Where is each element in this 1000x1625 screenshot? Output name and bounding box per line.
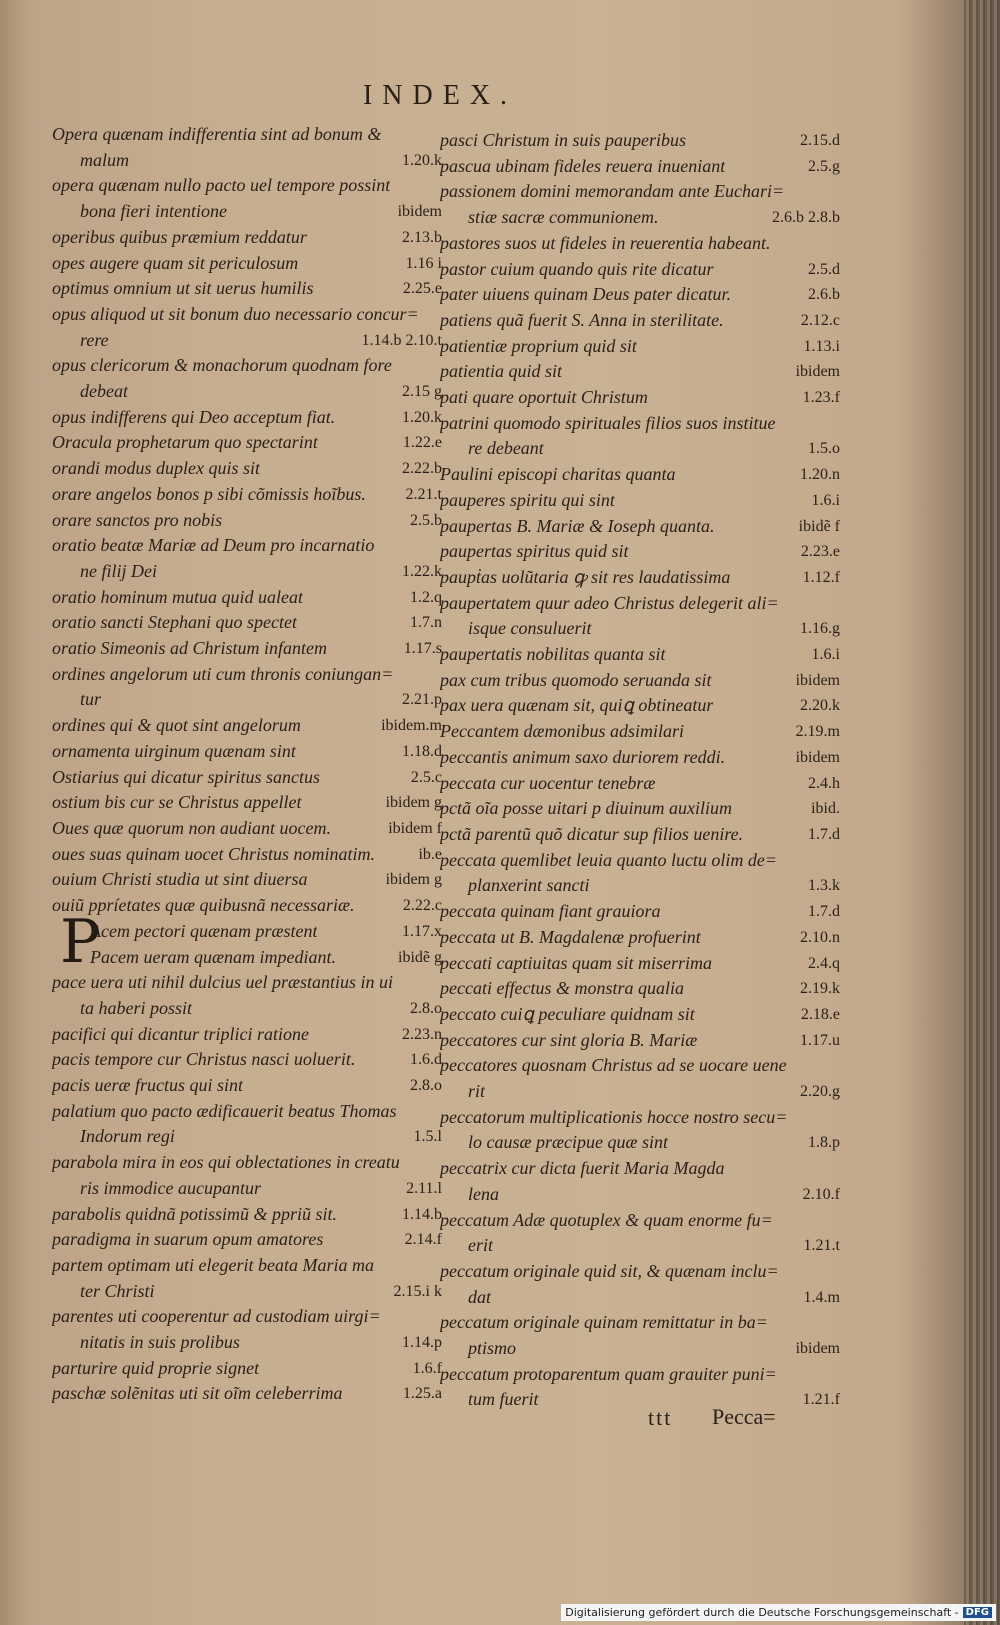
entry-reference: ibidem g bbox=[385, 871, 442, 889]
index-entry bbox=[52, 302, 442, 328]
entry-reference: 1.22.k bbox=[402, 562, 442, 580]
entry-reference: 1.6.d bbox=[410, 1051, 442, 1069]
index-entry bbox=[52, 430, 442, 456]
index-entry bbox=[440, 128, 840, 154]
entry-text: peccatrix cur dicta fuerit Maria Magda bbox=[440, 1158, 725, 1179]
entry-reference: ibid. bbox=[811, 800, 840, 818]
index-entry bbox=[440, 925, 840, 951]
index-entry bbox=[440, 411, 840, 437]
entry-reference: 1.17.u bbox=[800, 1031, 840, 1049]
index-entry bbox=[440, 231, 840, 257]
entry-reference: 1.8.p bbox=[808, 1134, 840, 1152]
entry-text: pax cum tribus quomodo seruanda sit bbox=[440, 669, 712, 690]
index-entry bbox=[440, 1028, 840, 1054]
entry-reference: 2.19.m bbox=[795, 723, 840, 741]
index-entry bbox=[440, 334, 840, 360]
entry-text: Indorum regi bbox=[80, 1126, 175, 1147]
index-entry bbox=[440, 719, 840, 745]
entry-reference: 2.12.c bbox=[800, 311, 840, 329]
index-entry bbox=[440, 1156, 840, 1182]
index-entry bbox=[440, 179, 840, 205]
index-entry bbox=[440, 1362, 840, 1388]
index-entry bbox=[440, 308, 840, 334]
footer-text: Digitalisierung gefördert durch die Deutsche Forschungsgemeinschaft - bbox=[565, 1606, 959, 1619]
entry-text: ta haberi possit bbox=[80, 997, 193, 1018]
entry-text: tum fuerit bbox=[468, 1389, 539, 1410]
entry-text: isque consuluerit bbox=[468, 618, 592, 639]
index-entry bbox=[52, 559, 442, 585]
entry-reference: ibidem.m bbox=[381, 717, 442, 735]
entry-text: patrini quomodo spirituales filios suos institue bbox=[440, 412, 776, 433]
entry-reference: 1.4.m bbox=[803, 1288, 840, 1306]
entry-text: pasci Christum in suis pauperibus bbox=[440, 130, 687, 150]
index-entry bbox=[52, 173, 442, 199]
entry-reference: 2.4.q bbox=[808, 954, 840, 972]
index-column-left bbox=[52, 122, 442, 1407]
entry-reference: 1.6.i bbox=[811, 491, 840, 509]
entry-reference: 2.5.b bbox=[410, 511, 442, 529]
index-entry bbox=[440, 873, 840, 899]
entry-text: malum bbox=[80, 149, 129, 170]
entry-reference: 2.25.e bbox=[402, 280, 442, 298]
entry-reference: 1.5.l bbox=[413, 1128, 442, 1146]
entry-text: peccati captiuitas quam sit miserrima bbox=[440, 952, 712, 973]
entry-text: paradigma in suarum opum amatores bbox=[52, 1229, 324, 1250]
entry-text: pati quare oportuit Christum bbox=[440, 387, 648, 408]
entry-reference: 2.10.f bbox=[802, 1185, 840, 1203]
index-entry bbox=[52, 148, 442, 174]
index-entry bbox=[52, 739, 442, 765]
entry-text: paupertatis nobilitas quanta sit bbox=[440, 644, 666, 665]
entry-text: pace uera uti nihil dulcius uel præstantius in ui bbox=[52, 972, 393, 993]
index-entry bbox=[52, 662, 442, 688]
entry-text: lo causæ præcipue quæ sint bbox=[468, 1132, 669, 1153]
index-entry bbox=[440, 642, 840, 668]
entry-text: Opera quænam indifferentia sint ad bonum & bbox=[52, 124, 382, 144]
index-entry bbox=[52, 1381, 442, 1407]
entry-reference: 2.15 g bbox=[402, 383, 442, 401]
entry-text: stiæ sacræ communionem. bbox=[468, 207, 659, 228]
entry-reference: 1.20.k bbox=[402, 408, 442, 426]
entry-reference: 2.22.c bbox=[402, 897, 442, 915]
entry-reference: 1.5.o bbox=[808, 440, 840, 458]
digitization-footer bbox=[561, 1604, 996, 1621]
entry-reference: 1.22.e bbox=[402, 434, 442, 452]
entry-reference: 1.20.k bbox=[402, 151, 442, 169]
index-entry bbox=[52, 379, 442, 405]
index-entry bbox=[52, 405, 442, 431]
entry-text: lena bbox=[468, 1183, 499, 1204]
entry-reference: 2.19.k bbox=[800, 980, 840, 998]
index-entry bbox=[440, 436, 840, 462]
entry-text: Peccantem dæmonibus adsimilari bbox=[440, 721, 684, 742]
catchword: Pecca= bbox=[712, 1404, 776, 1429]
index-entry bbox=[440, 899, 840, 925]
entry-text: pascua ubinam fideles reuera inueniant bbox=[440, 155, 726, 176]
signature-mark: ttt bbox=[648, 1405, 673, 1430]
index-entry bbox=[52, 533, 442, 559]
entry-reference: 2.5.c bbox=[410, 768, 442, 786]
index-entry bbox=[52, 893, 442, 919]
entry-text: peccata quinam fiant grauiora bbox=[440, 901, 661, 922]
entry-text: parentes uti cooperentur ad custodiam uirgi= bbox=[52, 1306, 381, 1327]
index-entry bbox=[440, 1182, 840, 1208]
index-entry bbox=[52, 919, 442, 945]
index-entry bbox=[440, 359, 840, 385]
page-header: INDEX. bbox=[362, 80, 518, 111]
index-entry bbox=[440, 668, 840, 694]
entry-text: Paulini episcopi charitas quanta bbox=[440, 464, 676, 485]
entry-reference: 2.15.d bbox=[800, 132, 840, 149]
entry-text: palatium quo pacto ædificauerit beatus Thomas bbox=[52, 1100, 397, 1121]
dfg-logo: DFG bbox=[963, 1607, 992, 1618]
index-entry bbox=[440, 282, 840, 308]
index-entry bbox=[440, 257, 840, 283]
entry-text: oratio sancti Stephani quo spectet bbox=[52, 612, 297, 633]
entry-reference: 2.20.k bbox=[800, 697, 840, 715]
drop-capital: P bbox=[60, 907, 101, 977]
index-entry bbox=[52, 353, 442, 379]
entry-text: opera quænam nullo pacto uel tempore possint bbox=[52, 175, 391, 196]
entry-reference: 1.16 i bbox=[405, 254, 442, 272]
entry-text: rere bbox=[80, 329, 109, 350]
index-entry bbox=[52, 970, 442, 996]
entry-reference: 2.4.h bbox=[808, 774, 840, 792]
entry-text: patiens quã fuerit S. Anna in sterilitate. bbox=[440, 309, 724, 330]
index-entry bbox=[52, 1073, 442, 1099]
entry-reference: ibidem bbox=[795, 671, 840, 689]
entry-reference: 2.10.n bbox=[800, 928, 840, 946]
entry-reference: 1.21.f bbox=[802, 1391, 840, 1409]
index-entry bbox=[440, 693, 840, 719]
entry-reference: 1.6.f bbox=[412, 1359, 442, 1377]
entry-text: opus clericorum & monachorum quodnam fore bbox=[52, 355, 392, 376]
index-entry bbox=[52, 1150, 442, 1176]
entry-reference: ibidem bbox=[795, 748, 840, 766]
entry-reference: 2.8.o bbox=[410, 999, 442, 1017]
entry-reference: 1.7.d bbox=[808, 903, 840, 921]
entry-text: oues suas quinam uocet Christus nominatim. bbox=[52, 843, 376, 864]
index-entry bbox=[52, 610, 442, 636]
entry-reference: ibidem bbox=[795, 363, 840, 381]
index-entry bbox=[52, 251, 442, 277]
entry-reference: 1.18.d bbox=[402, 742, 442, 760]
entry-reference: 1.3.k bbox=[808, 877, 840, 895]
entry-reference: 2.21.t bbox=[405, 485, 442, 503]
index-entry bbox=[440, 822, 840, 848]
entry-text: nitatis in suis prolibus bbox=[80, 1332, 240, 1353]
index-entry bbox=[440, 745, 840, 771]
index-entry bbox=[440, 565, 840, 591]
index-entry bbox=[440, 154, 840, 180]
entry-text: peccantis animum saxo duriorem reddi. bbox=[440, 746, 726, 767]
entry-text: ordines angelorum uti cum thronis coniungan= bbox=[52, 663, 394, 684]
index-entry bbox=[52, 945, 442, 971]
entry-reference: 1.17.s bbox=[403, 640, 442, 658]
entry-text: pastor cuium quando quis rite dicatur bbox=[440, 258, 714, 279]
entry-reference: 2.13.b bbox=[402, 228, 442, 246]
entry-reference: 2.5.g bbox=[808, 157, 840, 175]
index-entry bbox=[440, 1233, 840, 1259]
entry-text: opus indifferens qui Deo acceptum fiat. bbox=[52, 406, 336, 427]
index-entry bbox=[52, 790, 442, 816]
index-entry bbox=[440, 1105, 840, 1131]
index-entry bbox=[52, 1304, 442, 1330]
index-entry bbox=[52, 1047, 442, 1073]
entry-text: planxerint sancti bbox=[468, 875, 590, 896]
entry-text: peccatum protoparentum quam grauiter puni= bbox=[440, 1363, 777, 1384]
index-entry bbox=[440, 976, 840, 1002]
entry-text: peccatorum multiplicationis hocce nostro secu= bbox=[440, 1106, 788, 1127]
index-entry bbox=[52, 1330, 442, 1356]
entry-reference: 1.7.n bbox=[410, 614, 442, 632]
index-entry bbox=[440, 1387, 840, 1413]
index-entry bbox=[52, 199, 442, 225]
index-entry bbox=[440, 462, 840, 488]
entry-text: Pacem ueram quænam impediant. bbox=[90, 946, 336, 967]
entry-text: paupertatem quur adeo Christus delegerit ali= bbox=[440, 592, 779, 613]
entry-reference: ib.e bbox=[418, 845, 442, 863]
index-entry bbox=[52, 1176, 442, 1202]
entry-text: peccatum originale quinam remittatur in ba= bbox=[440, 1312, 768, 1333]
entry-reference: ibidẽ f bbox=[798, 517, 840, 535]
entry-text: operibus quibus præmium reddatur bbox=[52, 226, 307, 247]
entry-reference: 2.14.f bbox=[404, 1231, 442, 1249]
entry-text: pacis tempore cur Christus nasci uoluerit. bbox=[52, 1049, 356, 1070]
index-entry bbox=[52, 1124, 442, 1150]
index-entry bbox=[52, 482, 442, 508]
index-column-right bbox=[440, 128, 840, 1413]
index-entry bbox=[440, 514, 840, 540]
entry-text: peccata cur uocentur tenebræ bbox=[440, 772, 656, 793]
index-entry bbox=[52, 687, 442, 713]
entry-text: orandi modus duplex quis sit bbox=[52, 458, 261, 479]
entry-reference: 1.20.n bbox=[800, 466, 840, 484]
page-edges bbox=[964, 0, 1000, 1625]
index-entry bbox=[52, 122, 442, 148]
entry-reference: 2.6.b 2.8.b bbox=[772, 209, 840, 227]
index-entry bbox=[52, 636, 442, 662]
entry-reference: 2.20.g bbox=[800, 1083, 840, 1101]
entry-text: pacis ueræ fructus qui sint bbox=[52, 1075, 244, 1096]
index-entry bbox=[440, 951, 840, 977]
entry-text: opes augere quam sit periculosum bbox=[52, 252, 299, 273]
index-entry bbox=[440, 1310, 840, 1336]
entry-text: re debeant bbox=[468, 438, 544, 459]
entry-reference: 1.13.i bbox=[803, 337, 840, 355]
entry-text: bona fieri intentione bbox=[80, 201, 227, 222]
entry-reference: 2.8.o bbox=[410, 1077, 442, 1095]
entry-text: peccatum originale quid sit, & quænam inclu= bbox=[440, 1260, 779, 1281]
index-entry bbox=[52, 867, 442, 893]
entry-text: peccati effectus & monstra qualia bbox=[440, 978, 684, 999]
index-entry bbox=[52, 1022, 442, 1048]
index-entry bbox=[52, 1253, 442, 1279]
entry-text: optimus omnium ut sit uerus humilis bbox=[52, 278, 314, 299]
index-entry bbox=[52, 713, 442, 739]
entry-text: pater uiuens quinam Deus pater dicatur. bbox=[440, 284, 731, 305]
entry-reference: 1.23.f bbox=[802, 389, 840, 407]
entry-text: peccata ut B. Magdalenæ profuerint bbox=[440, 926, 701, 947]
entry-text: parabolis quidnã potissimũ & ppriũ sit. bbox=[52, 1203, 338, 1224]
index-entry bbox=[440, 1285, 840, 1311]
entry-reference: 1.14.p bbox=[402, 1334, 442, 1352]
entry-text: tur bbox=[80, 689, 102, 710]
entry-text: passionem domini memorandam ante Euchari= bbox=[440, 181, 785, 202]
index-entry bbox=[440, 591, 840, 617]
entry-text: erit bbox=[468, 1235, 493, 1256]
index-entry bbox=[52, 1202, 442, 1228]
entry-reference: 2.22.b bbox=[402, 460, 442, 478]
entry-text: opus aliquod ut sit bonum duo necessario concur= bbox=[52, 303, 419, 324]
entry-text: ne filij Dei bbox=[80, 560, 157, 581]
entry-reference: 2.15.i k bbox=[393, 1282, 442, 1300]
entry-text: orare angelos bonos p sibi cõmissis hoĩbus. bbox=[52, 483, 366, 504]
entry-reference: 1.14.b bbox=[402, 1205, 442, 1223]
index-entry bbox=[52, 816, 442, 842]
index-entry bbox=[52, 276, 442, 302]
entry-text: peccata quemlibet leuia quanto luctu olim de= bbox=[440, 849, 778, 870]
entry-text: oratio hominum mutua quid ualeat bbox=[52, 586, 303, 607]
entry-reference: 2.21.p bbox=[402, 691, 442, 709]
entry-reference: 2.11.l bbox=[406, 1179, 442, 1197]
index-entry bbox=[440, 1079, 840, 1105]
index-entry bbox=[52, 1279, 442, 1305]
entry-text: oratio Simeonis ad Christum infantem bbox=[52, 638, 328, 659]
entry-reference: ibidem bbox=[397, 203, 442, 221]
index-entry bbox=[440, 771, 840, 797]
index-entry bbox=[440, 385, 840, 411]
entry-text: partem optimam uti elegerit beata Maria ma bbox=[52, 1254, 374, 1275]
entry-text: dat bbox=[468, 1286, 492, 1307]
entry-text: parabola mira in eos qui oblectationes in creatu bbox=[52, 1152, 400, 1173]
index-entry bbox=[440, 1259, 840, 1285]
entry-text: ostium bis cur se Christus appellet bbox=[52, 792, 302, 813]
index-entry bbox=[440, 616, 840, 642]
entry-text: paschæ solẽnitas uti sit oĩm celeberrima bbox=[52, 1383, 343, 1404]
index-entry bbox=[52, 225, 442, 251]
entry-reference: 1.2.q bbox=[410, 588, 442, 606]
entry-text: ris immodice aucupantur bbox=[80, 1177, 261, 1198]
index-entry bbox=[440, 1130, 840, 1156]
entry-text: paupertas spiritus quid sit bbox=[440, 541, 629, 562]
entry-text: pctã parentũ quõ dicatur sup filios uenire. bbox=[440, 823, 744, 844]
entry-reference: 2.5.d bbox=[808, 260, 840, 278]
entry-text: debeat bbox=[80, 381, 128, 402]
entry-text: Oracula prophetarum quo spectarint bbox=[52, 432, 318, 453]
entry-reference: ibidem bbox=[795, 1340, 840, 1358]
entry-reference: 2.18.e bbox=[800, 1005, 840, 1023]
entry-reference: 1.17.x bbox=[402, 922, 442, 940]
entry-reference: ibidem g bbox=[385, 794, 442, 812]
index-entry bbox=[52, 1099, 442, 1125]
index-entry bbox=[52, 842, 442, 868]
entry-text: Ostiarius qui dicatur spiritus sanctus bbox=[52, 766, 321, 787]
index-entry bbox=[440, 488, 840, 514]
entry-reference: ibidem f bbox=[388, 819, 442, 837]
entry-text: paupertas B. Mariæ & Ioseph quanta. bbox=[440, 515, 715, 536]
entry-text: pastores suos ut fideles in reuerentia habeant. bbox=[440, 232, 771, 253]
entry-reference: 2.23.e bbox=[800, 543, 840, 561]
entry-text: pauperes spiritu qui sint bbox=[440, 489, 615, 510]
entry-text: oratio beatæ Mariæ ad Deum pro incarnatio bbox=[52, 535, 375, 556]
entry-text: rit bbox=[468, 1081, 486, 1102]
index-entry bbox=[52, 328, 442, 354]
entry-text: Acem pectori quænam præstent bbox=[90, 920, 318, 941]
entry-text: ordines qui & quot sint angelorum bbox=[52, 715, 301, 736]
entry-text: orare sanctos pro nobis bbox=[52, 509, 223, 530]
index-entry bbox=[440, 1336, 840, 1362]
index-entry bbox=[52, 585, 442, 611]
entry-text: pctã oĩa posse uitari p diuinum auxilium bbox=[440, 798, 732, 819]
entry-text: parturire quid proprie signet bbox=[52, 1357, 260, 1378]
entry-reference: 1.6.i bbox=[811, 646, 840, 664]
index-entry bbox=[440, 1002, 840, 1028]
index-entry bbox=[440, 205, 840, 231]
index-entry bbox=[440, 848, 840, 874]
entry-text: peccatores cur sint gloria B. Mariæ bbox=[440, 1029, 698, 1050]
entry-reference: 1.7.d bbox=[808, 825, 840, 843]
entry-text: Oues quæ quorum non audiant uocem. bbox=[52, 817, 331, 838]
entry-text: ouium Christi studia ut sint diuersa bbox=[52, 869, 308, 890]
index-entry bbox=[52, 1356, 442, 1382]
entry-reference: 2.6.b bbox=[808, 286, 840, 304]
entry-reference: ibidẽ g bbox=[398, 948, 442, 966]
entry-text: ouiũ ppríetates quæ quibusnã necessariæ. bbox=[52, 895, 355, 916]
index-entry bbox=[52, 996, 442, 1022]
index-entry bbox=[52, 456, 442, 482]
entry-text: peccatum Adæ quotuplex & quam enorme fu= bbox=[440, 1209, 773, 1230]
entry-text: ptismo bbox=[468, 1338, 517, 1359]
entry-text: paupṫas uolũtaria ꝙ sit res laudatissima bbox=[440, 566, 731, 587]
index-entry bbox=[440, 796, 840, 822]
index-entry bbox=[440, 539, 840, 565]
index-entry bbox=[52, 1227, 442, 1253]
entry-reference: 1.14.b 2.10.t bbox=[361, 331, 442, 349]
entry-text: peccato cuiꝗ peculiare quidnam sit bbox=[440, 1003, 695, 1024]
index-entry bbox=[52, 508, 442, 534]
entry-reference: 1.16.g bbox=[800, 620, 840, 638]
entry-text: ornamenta uirginum quænam sint bbox=[52, 740, 296, 761]
entry-reference: 1.25.a bbox=[402, 1385, 442, 1403]
entry-reference: 1.21.t bbox=[803, 1237, 840, 1255]
entry-text: patientiæ proprium quid sit bbox=[440, 335, 637, 356]
index-entry bbox=[440, 1053, 840, 1079]
entry-reference: 2.23.n bbox=[402, 1025, 442, 1043]
index-entry bbox=[52, 765, 442, 791]
entry-text: ter Christi bbox=[80, 1280, 155, 1301]
entry-reference: 1.12.f bbox=[802, 568, 840, 586]
entry-text: peccatores quosnam Christus ad se uocare uene bbox=[440, 1055, 787, 1076]
index-entry bbox=[440, 1208, 840, 1234]
entry-text: pax uera quænam sit, quiꝗ obtineatur bbox=[440, 695, 714, 716]
entry-text: patientia quid sit bbox=[440, 361, 563, 382]
entry-text: pacifici qui dicantur triplici ratione bbox=[52, 1023, 309, 1044]
